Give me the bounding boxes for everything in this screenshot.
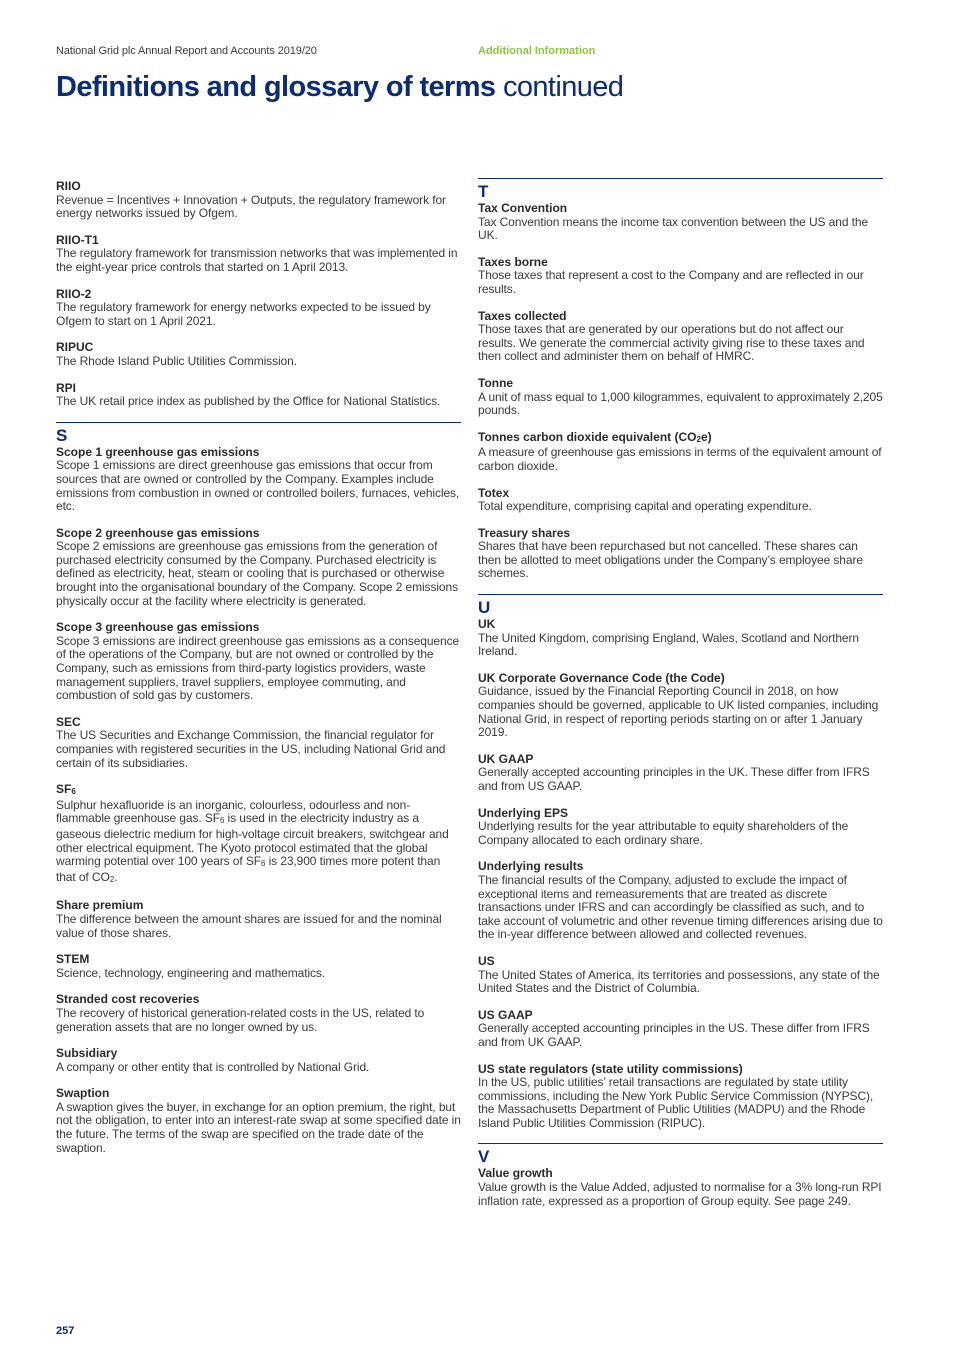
term-title: Totex — [478, 485, 510, 500]
term-definition: Scope 3 emissions are indirect greenhouse gas emissions as a consequence of the operations of the Company, but are not owned or controlled by the Company, such as emissions from third-party logistics providers, waste management suppliers, travel suppliers, employee commuting, and combustion of sold gas by customers. — [56, 633, 460, 703]
term-list — [478, 618, 883, 1130]
glossary-term — [478, 377, 883, 418]
term-definition: Total expenditure, comprising capital and operating expenditure. — [478, 499, 812, 514]
term-title-text: e) — [700, 429, 712, 444]
glossary-term — [56, 341, 461, 368]
glossary-term — [478, 527, 883, 581]
term-definition: The United Kingdom, comprising England, Wales, Scotland and Northern Ireland. — [478, 630, 859, 659]
glossary-term — [56, 899, 461, 940]
page-number: 257 — [56, 1325, 75, 1337]
term-title: SEC — [56, 714, 81, 729]
term-definition: Science, technology, engineering and mathematics. — [56, 965, 326, 980]
term-definition: A company or other entity that is controlled by National Grid. — [56, 1059, 370, 1074]
term-title: Underlying results — [478, 859, 584, 874]
letter-section-v — [478, 1143, 883, 1167]
term-list — [478, 1167, 883, 1208]
term-list — [56, 899, 461, 1155]
left-column — [56, 180, 461, 1168]
term-title: RIIO — [56, 179, 81, 193]
term-definition: Those taxes that are generated by our operations but do not affect our results. We generate the commercial activity giving rise to these taxes and then collect and administer them on behalf of HMRC. — [478, 322, 865, 364]
definition-text: . — [114, 869, 118, 884]
glossary-term — [478, 310, 883, 364]
term-list — [56, 446, 461, 770]
term-definition: Scope 1 emissions are direct greenhouse gas emissions that occur from sources that are owned or controlled by the Company. Examples include emissions from combustion in owned or controlled boilers, furnaces, vehicles, etc. — [56, 458, 460, 514]
term-definition: Shares that have been repurchased but not cancelled. These shares can then be allotted to meet obligations under the Company’s employee share schemes. — [478, 539, 863, 581]
page-title — [56, 68, 623, 106]
term-title — [56, 783, 461, 799]
term-title: Tonne — [478, 375, 514, 390]
definition-text: Sulphur hexafluoride is an inorganic, colourless, odourless and non-flammable greenhouse gas. SF — [56, 797, 411, 826]
glossary-term — [56, 1087, 461, 1155]
term-definition: Those taxes that represent a cost to the Company and are reflected in our results. — [478, 268, 864, 296]
term-title: RIIO-T1 — [56, 232, 99, 247]
term-title: UK GAAP — [478, 751, 534, 766]
glossary-term — [478, 860, 883, 942]
glossary-term — [56, 382, 461, 409]
section-label: Additional Information — [478, 45, 596, 57]
glossary-term — [56, 621, 461, 703]
term-definition: The Rhode Island Public Utilities Commission. — [56, 353, 297, 368]
definition-text: is 23,900 times more potent than that of CO — [56, 854, 441, 884]
subscript: 6 — [260, 859, 266, 869]
glossary-term — [478, 618, 883, 659]
term-definition: A swaption gives the buyer, in exchange for an option premium, the right, but not the obligation, to enter into an interest-rate swap at some specified date in the future. The terms of the swap are specified on the trade date of the swaption. — [56, 1099, 461, 1155]
glossary-term — [56, 716, 461, 770]
page-title-main: Definitions and glossary of terms — [56, 71, 496, 103]
term-title: RIPUC — [56, 340, 94, 355]
term-definition: Scope 2 emissions are greenhouse gas emissions from the generation of purchased electricity consumed by the Company. Purchased electricity is defined as electricity, heat, steam or cooling that is purchased or otherwise brought into the organisational boundary of the Company. Scope 2 emissions physically occur at the facility where electricity is generated. — [56, 539, 458, 608]
term-definition: The UK retail price index as published by the Office for National Statistics. — [56, 394, 441, 409]
glossary-term — [56, 288, 461, 329]
term-list — [478, 487, 883, 582]
term-title: RPI — [56, 380, 77, 395]
glossary-term — [478, 487, 883, 514]
glossary-term — [478, 672, 883, 740]
letter-section-s — [56, 422, 461, 446]
term-title-text: Tonnes carbon dioxide equivalent (CO — [478, 429, 697, 444]
term-definition: Underlying results for the year attributable to equity shareholders of the Company allocated to each ordinary share. — [478, 819, 849, 847]
glossary-term — [478, 431, 883, 474]
term-title: STEM — [56, 952, 90, 967]
term-list — [56, 180, 461, 409]
term-title: Swaption — [56, 1086, 110, 1101]
section-letter: T — [478, 182, 489, 201]
glossary-term — [56, 783, 461, 886]
glossary-term — [478, 1009, 883, 1050]
glossary-term — [56, 234, 461, 275]
term-definition: The financial results of the Company, adjusted to exclude the impact of exceptional items and remeasurements that are treated as discrete transactions under IFRS and can accordingly be classified as such, and to take account of volumetric and other revenue timing differences arising due to the in-year difference between allowed and collected revenues. — [478, 872, 883, 942]
term-title: Subsidiary — [56, 1046, 118, 1061]
term-title: Taxes borne — [478, 254, 548, 269]
term-title: RIIO-2 — [56, 286, 92, 301]
term-definition: Tax Convention means the income tax convention between the US and the UK. — [478, 214, 869, 243]
glossary-term — [478, 1063, 883, 1131]
term-definition — [56, 799, 461, 887]
term-definition: Generally accepted accounting principles in the US. These differ from IFRS and from UK GAAP. — [478, 1021, 870, 1049]
term-title: US — [478, 953, 495, 968]
section-letter: V — [478, 1147, 490, 1167]
term-definition: Guidance, issued by the Financial Reporting Council in 2018, on how companies should be governed, applicable to UK listed companies, including National Grid, in respect of reporting periods starting on or after 1 January 2019. — [478, 684, 879, 740]
term-title: Taxes collected — [478, 308, 567, 323]
term-definition: Value growth is the Value Added, adjusted to normalise for a 3% long-run RPI inflation rate, expressed as a proportion of Group equity. See page 249. — [478, 1180, 882, 1208]
subscript: 6 — [71, 787, 76, 797]
glossary-term — [478, 1167, 883, 1208]
term-definition: A measure of greenhouse gas emissions in terms of the equivalent amount of carbon dioxide. — [478, 445, 882, 473]
term-definition: The United States of America, its territories and possessions, any state of the United States and the District of Columbia. — [478, 967, 880, 996]
term-title — [478, 431, 883, 447]
subscript: 2 — [109, 874, 115, 884]
term-definition: In the US, public utilities’ retail transactions are regulated by state utility commissions, including the New York Public Service Commission (NYPSC), the Massachusetts Department of Public Utilities (MADPU) and the Rhode Island Public Utilities Commission (RIPUC). — [478, 1075, 874, 1130]
glossary-term — [56, 446, 461, 514]
report-title: National Grid plc Annual Report and Accounts 2019/20 — [56, 45, 317, 57]
term-title: Tax Convention — [478, 201, 568, 215]
term-title: Treasury shares — [478, 525, 571, 540]
glossary-term — [478, 807, 883, 848]
term-definition: The recovery of historical generation-related costs in the US, related to generation assets that are no longer owned by us. — [56, 1005, 425, 1034]
letter-section-t — [478, 178, 883, 202]
term-title: Value growth — [478, 1166, 553, 1181]
glossary-term — [56, 993, 461, 1034]
section-letter: U — [478, 598, 491, 618]
subscript: 6 — [219, 816, 225, 826]
glossary-term — [56, 527, 461, 609]
term-title: Underlying EPS — [478, 805, 569, 820]
term-title: Scope 2 greenhouse gas emissions — [56, 525, 260, 540]
right-column — [478, 180, 883, 1221]
glossary-term — [478, 753, 883, 794]
term-title: US state regulators (state utility commissions) — [478, 1061, 743, 1076]
term-title: US GAAP — [478, 1007, 533, 1022]
term-title: Scope 1 greenhouse gas emissions — [56, 444, 260, 459]
term-definition: The difference between the amount shares are issued for and the nominal value of those shares. — [56, 911, 442, 940]
term-definition: The regulatory framework for transmission networks that was implemented in the eight-year price controls that started on 1 April 2013. — [56, 246, 458, 274]
page-title-continued: continued — [502, 71, 624, 103]
glossary-term — [56, 953, 461, 980]
term-title-text: SF — [56, 782, 72, 797]
glossary-term — [478, 202, 883, 243]
subscript: 2 — [696, 434, 701, 444]
term-definition: A unit of mass equal to 1,000 kilogrammes, equivalent to approximately 2,205 pounds. — [478, 389, 883, 418]
glossary-term — [56, 180, 461, 221]
term-definition: Revenue = Incentives + Innovation + Outputs, the regulatory framework for energy networks issued by Ofgem. — [56, 192, 446, 221]
glossary-term — [478, 256, 883, 297]
term-definition: Generally accepted accounting principles in the UK. These differ from IFRS and from US GAAP. — [478, 765, 870, 793]
letter-section-u — [478, 594, 883, 618]
term-definition: The regulatory framework for energy networks expected to be issued by Ofgem to start on 1 April 2021. — [56, 300, 431, 328]
section-letter: S — [56, 425, 68, 445]
term-title: UK Corporate Governance Code (the Code) — [478, 670, 725, 685]
term-definition: The US Securities and Exchange Commission, the financial regulator for companies with registered securities in the US, including National Grid and certain of its subsidiaries. — [56, 728, 446, 770]
definition-text: is used in the electricity industry as a gaseous dielectric medium for high-voltage circuit breakers, switchgear and other electrical equipment. The Kyoto protocol estimated that the global warming potential over 100 years of SF — [56, 811, 449, 869]
term-list — [478, 202, 883, 418]
glossary-term — [56, 1047, 461, 1074]
term-title: UK — [478, 617, 496, 632]
term-title: Share premium — [56, 898, 144, 913]
term-title: Stranded cost recoveries — [56, 992, 200, 1007]
term-title: Scope 3 greenhouse gas emissions — [56, 620, 260, 635]
glossary-term — [478, 955, 883, 996]
